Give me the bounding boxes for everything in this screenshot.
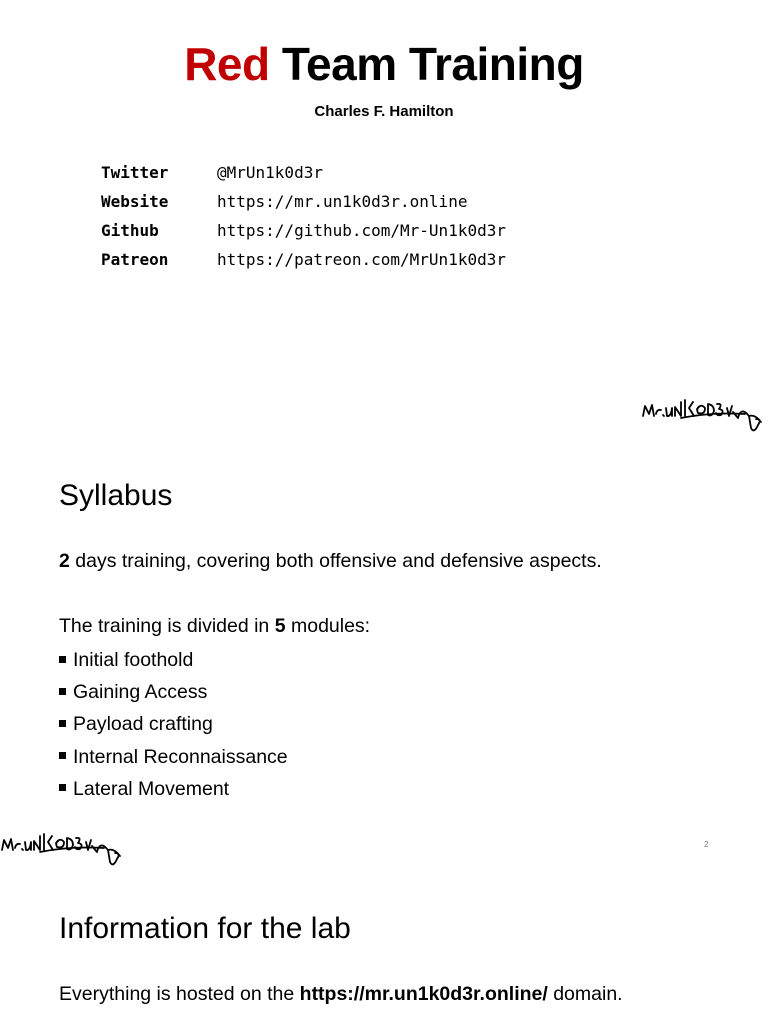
list-item — [59, 644, 288, 676]
lab-domain: https://mr.un1k0d3r.online/ — [299, 983, 548, 1005]
contact-row-website — [101, 187, 506, 216]
lab-suffix: domain. — [547, 983, 623, 1005]
author-name: Charles F. Hamilton — [314, 103, 454, 120]
section-heading-syllabus: Syllabus — [59, 479, 173, 512]
list-item — [59, 773, 288, 805]
contact-value: @MrUn1k0d3r — [217, 163, 323, 182]
list-item — [59, 708, 288, 740]
contact-label: Github — [101, 221, 159, 240]
module-label: Initial foothold — [73, 649, 194, 671]
contact-label: Twitter — [101, 163, 169, 182]
page-number: 2 — [704, 840, 709, 849]
modules-prefix: The training is divided in — [59, 615, 275, 637]
intro-text: days training, covering both offensive and defensive aspects. — [69, 550, 602, 572]
square-bullet-icon — [59, 720, 66, 727]
page-title — [0, 34, 768, 94]
square-bullet-icon — [59, 752, 66, 759]
syllabus-intro — [59, 547, 602, 575]
list-item — [59, 741, 288, 773]
contact-value: https://mr.un1k0d3r.online — [217, 192, 468, 211]
contact-value: https://github.com/Mr-Un1k0d3r — [217, 221, 506, 240]
title-rest: Team Training — [269, 38, 584, 90]
signature-logo — [641, 394, 767, 434]
contact-label: Patreon — [101, 250, 169, 269]
square-bullet-icon — [59, 688, 66, 695]
contact-row-twitter — [101, 158, 506, 187]
contact-row-github — [101, 216, 506, 245]
contact-label: Website — [101, 192, 169, 211]
module-list — [59, 644, 288, 805]
contact-value: https://patreon.com/MrUn1k0d3r — [217, 250, 506, 269]
signature-logo — [0, 828, 126, 868]
module-label: Lateral Movement — [73, 777, 230, 800]
modules-intro — [59, 612, 370, 640]
module-label: Gaining Access — [73, 681, 208, 704]
list-item — [59, 676, 288, 708]
contact-table — [101, 158, 506, 274]
contact-row-patreon — [101, 245, 506, 274]
section-heading-lab: Information for the lab — [59, 912, 351, 945]
lab-prefix: Everything is hosted on the — [59, 983, 300, 1005]
module-label: Payload crafting — [73, 713, 213, 736]
module-label: Internal Reconnaissance — [73, 745, 288, 768]
module-count: 5 — [274, 615, 286, 637]
square-bullet-icon — [59, 656, 66, 663]
square-bullet-icon — [59, 784, 66, 791]
title-highlight: Red — [184, 38, 270, 90]
training-days-count: 2 — [59, 550, 70, 572]
modules-suffix: modules: — [285, 615, 371, 637]
lab-info — [59, 980, 623, 1008]
